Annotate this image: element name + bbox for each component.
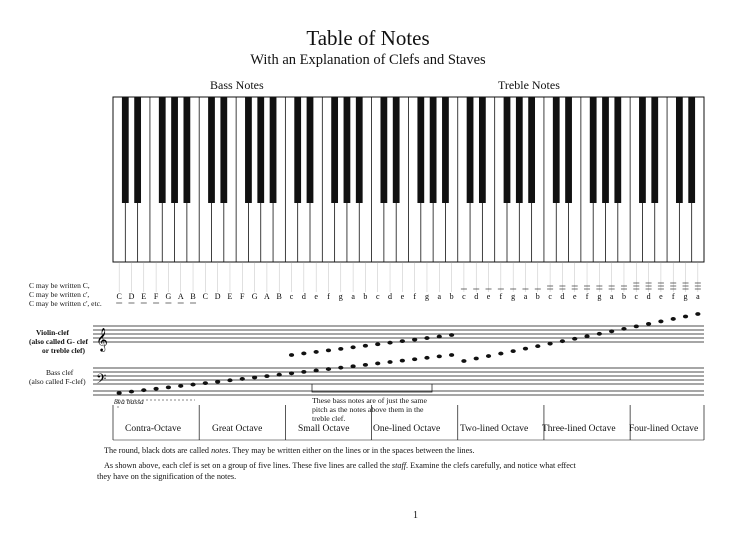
- octave-four-lined: Four-lined Octave: [629, 424, 699, 434]
- note-name-label: b: [535, 292, 540, 301]
- bass-clef-label: Bass clef: [46, 368, 74, 377]
- note-head-duplicate: [350, 345, 355, 349]
- note-head: [350, 364, 355, 368]
- note-head: [609, 329, 614, 333]
- note-name-label: b: [363, 292, 368, 301]
- note-name-label: a: [523, 292, 528, 301]
- black-key: [516, 97, 523, 203]
- note-head: [227, 378, 232, 382]
- note-head-duplicate: [289, 353, 294, 357]
- black-key: [430, 97, 437, 203]
- violin-clef-label: Violin-clef: [36, 328, 70, 337]
- note-name-label: A: [264, 292, 270, 301]
- note-head-duplicate: [314, 350, 319, 354]
- note-head: [178, 384, 183, 388]
- note-name-label: d: [388, 292, 393, 301]
- note-head: [597, 332, 602, 336]
- bass-box-note: These bass notes are of just the same pitch as the notes above them in the treble clef.: [312, 396, 427, 423]
- black-key: [565, 97, 572, 203]
- note-head: [683, 315, 688, 319]
- note-head: [424, 356, 429, 360]
- note-name-label: a: [696, 292, 700, 301]
- treble-notes-heading: Treble Notes: [498, 78, 560, 92]
- note-head-duplicate: [412, 338, 417, 342]
- black-key: [380, 97, 387, 203]
- black-key: [294, 97, 301, 203]
- black-key: [590, 97, 597, 203]
- black-key: [331, 97, 338, 203]
- note-head: [375, 362, 380, 366]
- footer-line-2: As shown above, each clef is set on a group of five lines. These five lines are called the staff. Examine the clefs carefully, and notice what effect: [104, 461, 576, 470]
- black-key: [688, 97, 695, 203]
- bass-notes-heading: Bass Notes: [210, 78, 264, 92]
- black-key: [614, 97, 621, 203]
- black-key: [504, 97, 511, 203]
- octave-three-lined: Three-lined Octave: [542, 424, 616, 434]
- black-key: [479, 97, 486, 203]
- note-head: [387, 360, 392, 364]
- page-number: 1: [413, 510, 418, 521]
- note-head: [240, 377, 245, 381]
- violin-clef-alias-2: or treble clef): [42, 346, 86, 355]
- note-name-label: c: [289, 292, 294, 301]
- black-key: [159, 97, 166, 203]
- note-head-duplicate: [387, 341, 392, 345]
- note-head: [498, 352, 503, 356]
- note-head: [117, 391, 122, 395]
- black-key: [220, 97, 227, 203]
- note-name-label: a: [437, 292, 442, 301]
- black-key: [393, 97, 400, 203]
- note-name-label: c: [375, 292, 380, 301]
- note-head: [437, 355, 442, 359]
- note-head: [338, 366, 343, 370]
- note-name-label: d: [474, 292, 479, 301]
- note-name-label: c: [548, 292, 552, 301]
- note-head: [523, 347, 528, 351]
- note-head: [264, 374, 269, 378]
- note-name-label: e: [659, 292, 663, 301]
- note-head: [301, 370, 306, 374]
- black-key: [122, 97, 129, 203]
- footer-line-3: they have on the signification of the notes.: [97, 472, 237, 481]
- black-key: [257, 97, 264, 203]
- note-head: [289, 371, 294, 375]
- note-head: [363, 363, 368, 367]
- note-head: [461, 359, 466, 363]
- note-name-label: g: [683, 292, 688, 301]
- note-name-label: F: [153, 292, 159, 301]
- black-key: [171, 97, 178, 203]
- note-head-duplicate: [338, 347, 343, 351]
- note-head: [153, 387, 158, 391]
- note-head: [203, 381, 208, 385]
- black-key: [183, 97, 190, 203]
- violin-clef-alias-1: (also called G- clef: [29, 337, 88, 346]
- black-key: [639, 97, 646, 203]
- written-label-1: C may be written C,: [29, 281, 90, 290]
- note-name-label: f: [585, 292, 589, 301]
- note-name-label: f: [671, 292, 675, 301]
- written-label-3: C may be written c', etc.: [29, 299, 102, 308]
- note-head: [486, 354, 491, 358]
- note-name-label: G: [165, 292, 172, 301]
- note-head: [129, 390, 134, 394]
- note-head-duplicate: [363, 344, 368, 348]
- black-key: [208, 97, 215, 203]
- note-name-label: D: [128, 292, 135, 301]
- black-key: [307, 97, 314, 203]
- note-head: [646, 322, 651, 326]
- note-head: [634, 324, 639, 328]
- bass-clef-alias: (also called F-clef): [29, 377, 86, 386]
- black-key: [467, 97, 474, 203]
- note-name-label: g: [424, 292, 429, 301]
- note-name-label: e: [486, 292, 491, 301]
- note-name-label: C: [202, 292, 209, 301]
- black-key: [651, 97, 658, 203]
- octave-contra: Contra-Octave: [125, 424, 181, 434]
- octave-one-lined: One-lined Octave: [373, 424, 441, 434]
- page-subtitle: With an Explanation of Clefs and Staves: [250, 52, 486, 68]
- note-name-label: B: [276, 292, 282, 301]
- black-key: [602, 97, 609, 203]
- note-name-label: e: [572, 292, 577, 301]
- page-title: Table of Notes: [306, 26, 430, 50]
- octave-great: Great Octave: [212, 424, 263, 434]
- note-name-label: e: [400, 292, 405, 301]
- note-head-duplicate: [437, 335, 442, 339]
- note-head: [277, 373, 282, 377]
- note-name-label: a: [609, 292, 614, 301]
- note-head: [314, 369, 319, 373]
- ottava-bassa-label: 8va bassa: [114, 397, 144, 406]
- note-head: [474, 357, 479, 361]
- octave-two-lined: Two-lined Octave: [460, 424, 529, 434]
- note-head: [671, 317, 676, 321]
- note-head: [252, 376, 257, 380]
- note-name-label: b: [449, 292, 454, 301]
- note-name-label: f: [499, 292, 503, 301]
- note-name-label: c: [634, 292, 639, 301]
- note-head: [141, 388, 146, 392]
- note-name-label: B: [190, 292, 196, 301]
- note-head: [511, 349, 516, 353]
- note-head-duplicate: [449, 333, 454, 337]
- note-head: [535, 344, 540, 348]
- note-head-duplicate: [375, 342, 380, 346]
- black-key: [344, 97, 351, 203]
- note-name-label: G: [251, 292, 258, 301]
- black-key: [553, 97, 560, 203]
- note-name-label: g: [511, 292, 516, 301]
- note-name-label: e: [314, 292, 318, 301]
- note-head: [166, 385, 171, 389]
- note-head: [215, 380, 220, 384]
- black-key: [270, 97, 277, 203]
- bass-clef-icon: 𝄢: [96, 371, 107, 390]
- note-name-label: f: [327, 292, 330, 301]
- footer-line-1: The round, black dots are called notes. They may be written either on the lines or in the spaces between the lines.: [104, 446, 475, 455]
- note-name-label: E: [227, 292, 233, 301]
- note-head: [621, 327, 626, 331]
- note-name-label: c: [462, 292, 466, 301]
- note-name-label: g: [338, 292, 343, 301]
- note-head: [400, 359, 405, 363]
- note-name-label: a: [351, 292, 355, 301]
- note-head-duplicate: [400, 339, 405, 343]
- black-key: [417, 97, 424, 203]
- octave-small: Small Octave: [298, 424, 350, 434]
- treble-clef-icon: 𝄞: [96, 327, 108, 351]
- black-key: [676, 97, 683, 203]
- note-name-label: d: [560, 292, 565, 301]
- note-head: [326, 367, 331, 371]
- note-head: [547, 342, 552, 346]
- written-label-2: C may be written c',: [29, 290, 90, 299]
- note-name-label: b: [621, 292, 626, 301]
- note-name-label: F: [240, 292, 245, 301]
- note-head-duplicate: [326, 348, 331, 352]
- note-head-duplicate: [301, 352, 306, 356]
- note-head: [412, 357, 417, 361]
- note-head: [449, 353, 454, 357]
- black-key: [528, 97, 535, 203]
- note-head-duplicate: [424, 336, 429, 340]
- note-head: [190, 383, 195, 387]
- note-head: [584, 334, 589, 338]
- black-key: [442, 97, 449, 203]
- note-name-label: D: [214, 292, 221, 301]
- note-name-label: E: [141, 292, 147, 301]
- note-name-label: g: [597, 292, 602, 301]
- black-key: [356, 97, 363, 203]
- note-head: [658, 320, 663, 324]
- black-key: [245, 97, 252, 203]
- note-name-label: d: [646, 292, 651, 301]
- note-head: [695, 312, 700, 316]
- note-name-label: A: [177, 292, 184, 301]
- black-key: [134, 97, 141, 203]
- note-head: [560, 339, 565, 343]
- note-name-label: d: [301, 292, 306, 301]
- note-name-label: C: [116, 292, 122, 301]
- note-name-label: f: [413, 292, 416, 301]
- note-head: [572, 337, 577, 341]
